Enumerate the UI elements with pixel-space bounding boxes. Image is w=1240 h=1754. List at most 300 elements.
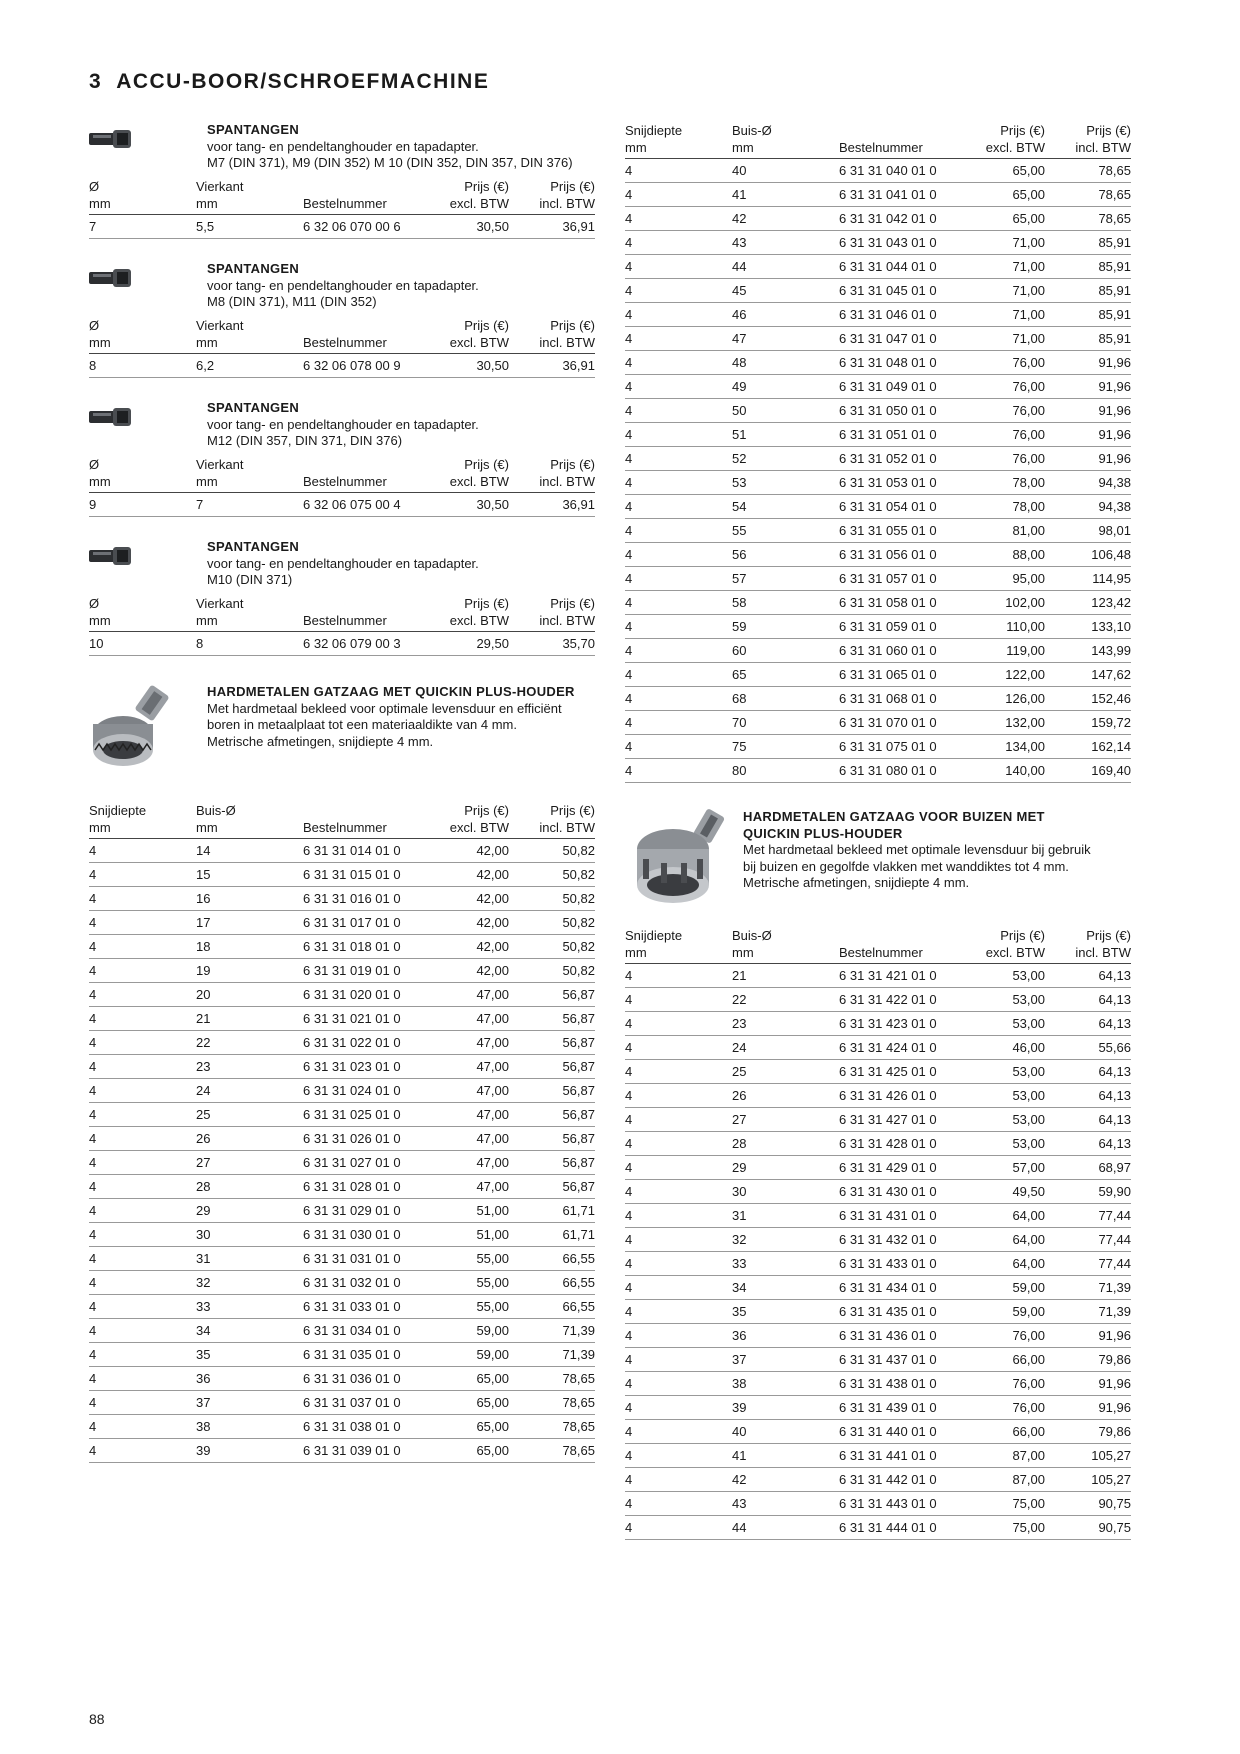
table-cell: 79,86 [1045,1348,1131,1372]
table-cell: 59,00 [967,1300,1045,1324]
table-cell: 71,39 [509,1319,595,1343]
table-cell: 47,00 [431,1055,509,1079]
column-header: Bestelnummer [303,612,431,632]
table-cell: 49 [732,375,839,399]
table-cell: 53,00 [967,964,1045,988]
table-cell: 33 [196,1295,303,1319]
table-cell: 50 [732,399,839,423]
table-cell: 25 [732,1060,839,1084]
table-cell: 4 [625,759,732,783]
table-row [625,255,1131,279]
table-cell: 4 [625,1516,732,1540]
table-row [625,1036,1131,1060]
table-cell: 66,55 [509,1295,595,1319]
table-cell: 87,00 [967,1444,1045,1468]
table-cell: 119,00 [967,639,1045,663]
column-header: incl. BTW [1045,139,1131,159]
table-cell: 91,96 [1045,399,1131,423]
table-cell: 6 31 31 429 01 0 [839,1156,967,1180]
table-cell: 65,00 [967,183,1045,207]
table-cell: 4 [89,1391,196,1415]
table-cell: 79,86 [1045,1420,1131,1444]
table-cell: 65,00 [431,1415,509,1439]
table-cell: 78,65 [509,1367,595,1391]
table-header-row [89,802,595,819]
table-cell: 6 31 31 441 01 0 [839,1444,967,1468]
table-cell: 4 [89,911,196,935]
table-cell: 51 [732,423,839,447]
table-cell: 105,27 [1045,1444,1131,1468]
right-column [625,122,1131,1540]
table-cell: 6 32 06 078 00 9 [303,354,431,378]
column-header: incl. BTW [509,195,595,215]
table-cell: 94,38 [1045,495,1131,519]
table-row [89,215,595,239]
table-cell: 64,13 [1045,1060,1131,1084]
table-cell: 6 31 31 065 01 0 [839,663,967,687]
table-cell: 44 [732,255,839,279]
table-cell: 6 31 31 014 01 0 [303,839,431,863]
table-cell: 55,00 [431,1247,509,1271]
table-cell: 64,00 [967,1252,1045,1276]
table-cell: 47,00 [431,1151,509,1175]
table-cell: 4 [89,1247,196,1271]
table-cell: 6 31 31 052 01 0 [839,447,967,471]
table-header-row [89,334,595,354]
table-row [625,1132,1131,1156]
table-row [625,615,1131,639]
table-cell: 6 31 31 431 01 0 [839,1204,967,1228]
table-cell: 6 31 31 019 01 0 [303,959,431,983]
column-header: incl. BTW [1045,944,1131,964]
table-cell: 6 31 31 080 01 0 [839,759,967,783]
table-cell: 59,00 [967,1276,1045,1300]
table-cell: 71,00 [967,231,1045,255]
table-cell: 30 [196,1223,303,1247]
table-cell: 6 31 31 045 01 0 [839,279,967,303]
table-cell: 78,65 [509,1439,595,1463]
table-cell: 35 [196,1343,303,1367]
column-header: Prijs (€) [1086,928,1131,943]
table-cell: 6 31 31 029 01 0 [303,1199,431,1223]
table-cell: 77,44 [1045,1204,1131,1228]
table-cell: 31 [732,1204,839,1228]
table-row [625,351,1131,375]
column-header: incl. BTW [509,819,595,839]
table-cell: 4 [625,1492,732,1516]
table-cell: 50,82 [509,911,595,935]
column-header: mm [196,473,303,493]
table-cell: 4 [625,1012,732,1036]
table-header-row [89,473,595,493]
table-cell: 26 [732,1084,839,1108]
table-cell: 51,00 [431,1223,509,1247]
table-cell: 4 [89,1223,196,1247]
table-cell: 46,00 [967,1036,1045,1060]
table-row [625,447,1131,471]
table-cell: 134,00 [967,735,1045,759]
table-cell: 38 [732,1372,839,1396]
table-cell: 6 31 31 421 01 0 [839,964,967,988]
table-cell: 33 [732,1252,839,1276]
table-cell: 37 [732,1348,839,1372]
table-cell: 6 31 31 024 01 0 [303,1079,431,1103]
table-cell: 23 [732,1012,839,1036]
column-header: Prijs (€) [464,179,509,194]
table-cell: 4 [625,1108,732,1132]
table-cell: 22 [196,1031,303,1055]
column-header: mm [196,612,303,632]
table-cell: 85,91 [1045,303,1131,327]
table-cell: 6 31 31 432 01 0 [839,1228,967,1252]
table-cell: 48 [732,351,839,375]
table-cell: 65,00 [431,1391,509,1415]
table-cell: 42,00 [431,911,509,935]
table-cell: 6 31 31 032 01 0 [303,1271,431,1295]
table-cell: 78,00 [967,471,1045,495]
table-cell: 4 [625,1180,732,1204]
table-cell: 76,00 [967,1372,1045,1396]
table-cell: 6 31 31 020 01 0 [303,983,431,1007]
table-row [89,1007,595,1031]
table-row [89,493,595,517]
table-cell: 94,38 [1045,471,1131,495]
column-header: mm [89,195,196,215]
table-cell: 4 [625,1420,732,1444]
table-cell: 6 31 31 046 01 0 [839,303,967,327]
table-cell: 4 [625,1060,732,1084]
table-cell: 6 31 31 036 01 0 [303,1367,431,1391]
table-cell: 95,00 [967,567,1045,591]
table-cell: 4 [625,639,732,663]
table-cell: 6 31 31 427 01 0 [839,1108,967,1132]
table-cell: 4 [625,159,732,183]
table-cell: 6 31 31 028 01 0 [303,1175,431,1199]
table-cell: 4 [89,935,196,959]
column-header: Ø [89,596,100,611]
column-header: Vierkant [196,457,244,472]
table-cell: 42 [732,1468,839,1492]
table-cell: 64,13 [1045,1012,1131,1036]
table-cell: 6 31 31 030 01 0 [303,1223,431,1247]
spantangen-table [89,317,595,378]
table-cell: 59,00 [431,1343,509,1367]
table-row [89,632,595,656]
table-cell: 56,87 [509,1103,595,1127]
table-cell: 6 31 31 051 01 0 [839,423,967,447]
table-cell: 6 31 31 034 01 0 [303,1319,431,1343]
table-cell: 42,00 [431,887,509,911]
table-cell: 39 [732,1396,839,1420]
table-row [89,887,595,911]
page-number: 88 [89,1711,105,1727]
table-header-row [89,195,595,215]
table-cell: 78,65 [1045,207,1131,231]
table-cell: 4 [625,375,732,399]
table-cell: 6 31 31 047 01 0 [839,327,967,351]
table-cell: 64,13 [1045,1132,1131,1156]
table-cell: 122,00 [967,663,1045,687]
table-cell: 28 [196,1175,303,1199]
table-cell: 78,65 [1045,159,1131,183]
table-row [625,591,1131,615]
table-cell: 6 31 31 057 01 0 [839,567,967,591]
column-header: Prijs (€) [464,596,509,611]
table-cell: 6 31 31 041 01 0 [839,183,967,207]
table-cell: 55 [732,519,839,543]
table-cell: 4 [89,1103,196,1127]
gatzaag-table-left [89,802,595,1463]
column-header: excl. BTW [967,139,1045,159]
table-cell: 64,13 [1045,1084,1131,1108]
table-cell: 169,40 [1045,759,1131,783]
table-cell: 37 [196,1391,303,1415]
table-cell: 4 [625,1132,732,1156]
table-cell: 4 [625,423,732,447]
spantangen-title: SPANTANGEN [207,400,300,415]
table-cell: 8 [196,632,303,656]
table-cell: 6 31 31 050 01 0 [839,399,967,423]
table-cell: 6 31 31 015 01 0 [303,863,431,887]
spantangen-description: voor tang- en pendeltanghouder en tapadapter. M7 (DIN 371), M9 (DIN 352) M 10 (DIN 352, DIN 357, DIN 376) [207,138,573,170]
table-row [625,327,1131,351]
table-row [89,1175,595,1199]
table-cell: 44 [732,1516,839,1540]
table-cell: 36,91 [509,215,595,239]
table-cell: 6,2 [196,354,303,378]
table-cell: 29,50 [431,632,509,656]
table-cell: 75 [732,735,839,759]
table-cell: 6 31 31 044 01 0 [839,255,967,279]
table-cell: 6 31 31 025 01 0 [303,1103,431,1127]
table-cell: 32 [196,1271,303,1295]
table-cell: 19 [196,959,303,983]
table-row [625,375,1131,399]
table-cell: 53,00 [967,1060,1045,1084]
table-cell: 75,00 [967,1492,1045,1516]
table-cell: 4 [89,1031,196,1055]
column-header: Snijdiepte [625,928,683,943]
table-header-row [625,944,1131,964]
table-row [625,471,1131,495]
table-cell: 6 31 31 056 01 0 [839,543,967,567]
table-cell: 4 [625,615,732,639]
spantangen-description: voor tang- en pendeltanghouder en tapadapter. M8 (DIN 371), M11 (DIN 352) [207,277,479,309]
table-cell: 6 31 31 430 01 0 [839,1180,967,1204]
column-header: Bestelnummer [303,195,431,215]
column-header: Prijs (€) [550,179,595,194]
column-header: Bestelnummer [303,334,431,354]
table-cell: 126,00 [967,687,1045,711]
table-cell: 42,00 [431,935,509,959]
table-cell: 76,00 [967,351,1045,375]
column-header [839,927,967,944]
table-row [89,911,595,935]
table-cell: 35 [732,1300,839,1324]
column-header: Prijs (€) [1086,123,1131,138]
table-row [625,687,1131,711]
table-cell: 4 [89,1439,196,1463]
table-row [625,1348,1131,1372]
table-cell: 4 [625,303,732,327]
table-cell: 21 [732,964,839,988]
chapter-number: 3 [89,70,103,93]
spantangen-table [89,595,595,656]
table-cell: 4 [89,839,196,863]
table-cell: 6 31 31 016 01 0 [303,887,431,911]
table-cell: 4 [625,327,732,351]
table-cell: 85,91 [1045,231,1131,255]
table-cell: 52 [732,447,839,471]
table-cell: 50,82 [509,959,595,983]
column-header: Prijs (€) [1000,928,1045,943]
table-cell: 4 [625,1252,732,1276]
table-header-row [89,819,595,839]
table-cell: 110,00 [967,615,1045,639]
table-cell: 4 [625,1324,732,1348]
table-cell: 6 31 31 049 01 0 [839,375,967,399]
table-cell: 4 [625,687,732,711]
table-row [625,735,1131,759]
table-cell: 30,50 [431,493,509,517]
table-cell: 17 [196,911,303,935]
table-row [89,1247,595,1271]
table-cell: 51,00 [431,1199,509,1223]
gatzaag-buizen-table [625,927,1131,1540]
table-header-row [625,122,1131,139]
table-row [89,354,595,378]
table-cell: 54 [732,495,839,519]
spantangen-table [89,456,595,517]
table-row [625,1252,1131,1276]
table-header-row [89,317,595,334]
table-cell: 114,95 [1045,567,1131,591]
table-cell: 56,87 [509,1031,595,1055]
table-cell: 6 31 31 048 01 0 [839,351,967,375]
column-header: Vierkant [196,179,244,194]
table-row [625,1300,1131,1324]
table-row [625,711,1131,735]
table-cell: 65,00 [967,207,1045,231]
table-cell: 53 [732,471,839,495]
collet-image [89,122,207,178]
table-cell: 4 [625,1228,732,1252]
table-cell: 5,5 [196,215,303,239]
table-cell: 42,00 [431,959,509,983]
table-cell: 47,00 [431,1175,509,1199]
table-cell: 6 31 31 434 01 0 [839,1276,967,1300]
table-row [625,183,1131,207]
table-cell: 66,55 [509,1271,595,1295]
column-header: Ø [89,179,100,194]
table-cell: 56,87 [509,1079,595,1103]
table-cell: 4 [625,1084,732,1108]
table-cell: 6 31 31 043 01 0 [839,231,967,255]
table-cell: 34 [732,1276,839,1300]
collet-image [89,261,207,317]
table-cell: 24 [196,1079,303,1103]
table-cell: 57,00 [967,1156,1045,1180]
table-cell: 34 [196,1319,303,1343]
table-cell: 4 [625,1276,732,1300]
table-cell: 40 [732,1420,839,1444]
table-cell: 26 [196,1127,303,1151]
table-row [625,1180,1131,1204]
table-cell: 78,65 [509,1415,595,1439]
table-cell: 6 31 31 031 01 0 [303,1247,431,1271]
table-cell: 47,00 [431,1007,509,1031]
table-cell: 56,87 [509,1127,595,1151]
table-cell: 61,71 [509,1199,595,1223]
table-cell: 47,00 [431,983,509,1007]
spantangen-section [89,400,595,517]
table-cell: 71,00 [967,327,1045,351]
table-cell: 4 [625,964,732,988]
table-cell: 41 [732,1444,839,1468]
table-cell: 6 31 31 439 01 0 [839,1396,967,1420]
column-header: mm [625,944,732,964]
table-cell: 14 [196,839,303,863]
table-cell: 76,00 [967,1396,1045,1420]
table-cell: 87,00 [967,1468,1045,1492]
gatzaag-buizen-title: HARDMETALEN GATZAAG VOOR BUIZEN MET QUICKIN PLUS-HOUDER [743,809,1045,841]
table-row [89,1343,595,1367]
column-header: excl. BTW [431,819,509,839]
column-header: Prijs (€) [464,803,509,818]
table-header-row [89,178,595,195]
table-cell: 76,00 [967,399,1045,423]
table-cell: 159,72 [1045,711,1131,735]
table-row [625,1372,1131,1396]
column-header: Bestelnummer [303,819,431,839]
table-cell: 6 31 31 435 01 0 [839,1300,967,1324]
table-cell: 6 31 31 422 01 0 [839,988,967,1012]
table-cell: 4 [89,1415,196,1439]
table-cell: 147,62 [1045,663,1131,687]
table-row [625,543,1131,567]
table-cell: 85,91 [1045,279,1131,303]
table-row [89,1415,595,1439]
table-cell: 25 [196,1103,303,1127]
table-cell: 50,82 [509,935,595,959]
table-cell: 7 [196,493,303,517]
column-header: Vierkant [196,596,244,611]
table-cell: 91,96 [1045,1324,1131,1348]
table-cell: 85,91 [1045,255,1131,279]
table-cell: 4 [89,1367,196,1391]
table-row [625,663,1131,687]
table-cell: 55,66 [1045,1036,1131,1060]
table-cell: 76,00 [967,447,1045,471]
column-header: Buis-Ø [732,123,772,138]
table-row [625,1228,1131,1252]
table-cell: 6 31 31 060 01 0 [839,639,967,663]
table-cell: 4 [89,1175,196,1199]
table-cell: 91,96 [1045,1396,1131,1420]
table-cell: 6 31 31 022 01 0 [303,1031,431,1055]
table-row [625,1396,1131,1420]
table-cell: 152,46 [1045,687,1131,711]
table-cell: 4 [625,1036,732,1060]
table-cell: 47,00 [431,1031,509,1055]
table-cell: 77,44 [1045,1252,1131,1276]
table-row [89,1079,595,1103]
table-cell: 59,00 [431,1319,509,1343]
table-cell: 65,00 [431,1367,509,1391]
table-row [625,303,1131,327]
table-header-row [89,612,595,632]
column-header: Vierkant [196,318,244,333]
